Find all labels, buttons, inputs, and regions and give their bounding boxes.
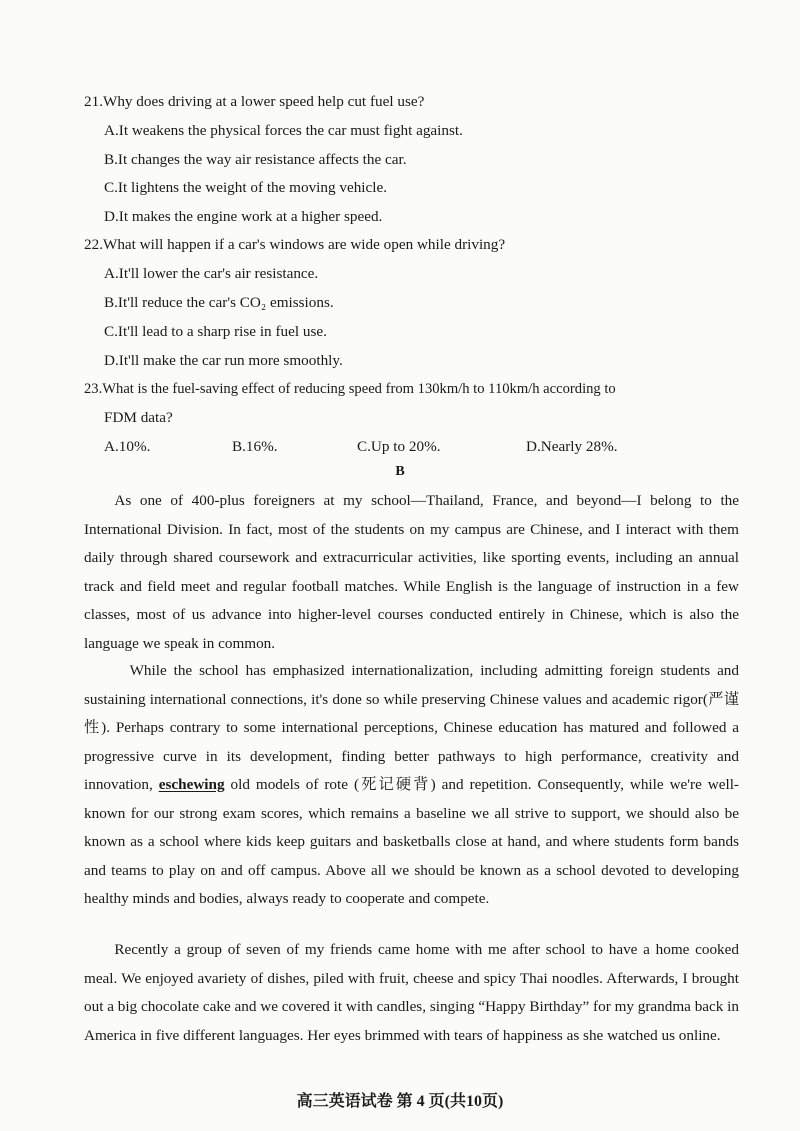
question-22-stem: 22.What will happen if a car's windows are wide open while driving?: [84, 236, 506, 253]
question-23-stem-continued: FDM data?: [104, 409, 173, 426]
section-label: B: [395, 464, 405, 479]
passage-paragraph-2-part-1: While the school has emphasized internationalization, including admitting foreign students and sustaining international connections, it's done so while preserving Chinese values and academic rigor(严谨性). Perhaps contrary to some international perceptions, Chinese education has matured and followed a progressive curve in its development, finding better pathways to high performance, creativity and innovation,: [84, 662, 739, 793]
footer-suffix: 页(共10页): [428, 1093, 504, 1110]
passage-paragraph-2-part-2: old models of rote (死记硬背) and repetition. Consequently, while we're well-known for our strong exam scores, which remains a baseline we all strive to support, we should also be known as a school where kids keep guitars and basketballs close at hand, and where students form bands and teams to play on and off campus. Above all we should be known as a school devoted to developing healthy minds and bodies, always ready to cooperate and compete.: [84, 776, 739, 907]
question-21-option-d: D.It makes the engine work at a higher speed.: [104, 208, 383, 225]
passage-paragraph-3: Recently a group of seven of my friends came home with me after school to have a home cooked meal. We enjoyed avariety of dishes, piled with fruit, cheese and spicy Thai noodles. Afterwards, I brought out a big chocolate cake and we covered it with candles, singing “Happy Birthday” for my grandma back in America in five different languages. Her eyes brimmed with tears of happiness as she watched us online.: [84, 941, 739, 1044]
question-21-option-a: A.It weakens the physical forces the car must fight against.: [104, 122, 463, 139]
question-21-stem: 21.Why does driving at a lower speed help cut fuel use?: [84, 93, 425, 110]
question-21-option-b: B.It changes the way air resistance affects the car.: [104, 151, 407, 168]
passage-paragraph-1: As one of 400-plus foreigners at my school—Thailand, France, and beyond—I belong to the International Division. In fact, most of the students on my campus are Chinese, and I interact with them daily through shared coursework and extracurricular activities, like sporting events, including an annual track and field meet and regular football matches. While English is the language of instruction in a few classes, most of us advance into higher-level courses conducted entirely in Chinese, which is also the language we speak in common.: [84, 492, 739, 652]
emphasized-word: eschewing: [158, 776, 225, 793]
question-23-option-d: D.Nearly 28%.: [526, 438, 618, 455]
question-22-option-a: A.It'll lower the car's air resistance.: [104, 265, 319, 282]
question-23-option-b: B.16%.: [232, 438, 278, 455]
passage-paragraph-2: [84, 657, 739, 914]
question-23-option-a: A.10%.: [104, 438, 151, 455]
question-21-option-c: C.It lightens the weight of the moving vehicle.: [104, 179, 388, 196]
footer-page-number: 4: [416, 1093, 425, 1110]
question-22-option-b: B.It'll reduce the car's CO₂ emissions.: [104, 294, 334, 311]
question-22-option-c: C.It'll lead to a sharp rise in fuel use.: [104, 323, 327, 340]
question-23-stem: 23.What is the fuel-saving effect of reducing speed from 130km/h to 110km/h according to: [84, 381, 616, 397]
footer-prefix: 高三英语试卷 第: [296, 1093, 413, 1110]
page-footer: [0, 1092, 800, 1112]
question-23-option-c: C.Up to 20%.: [357, 438, 441, 455]
question-22-option-d: D.It'll make the car run more smoothly.: [104, 352, 343, 369]
